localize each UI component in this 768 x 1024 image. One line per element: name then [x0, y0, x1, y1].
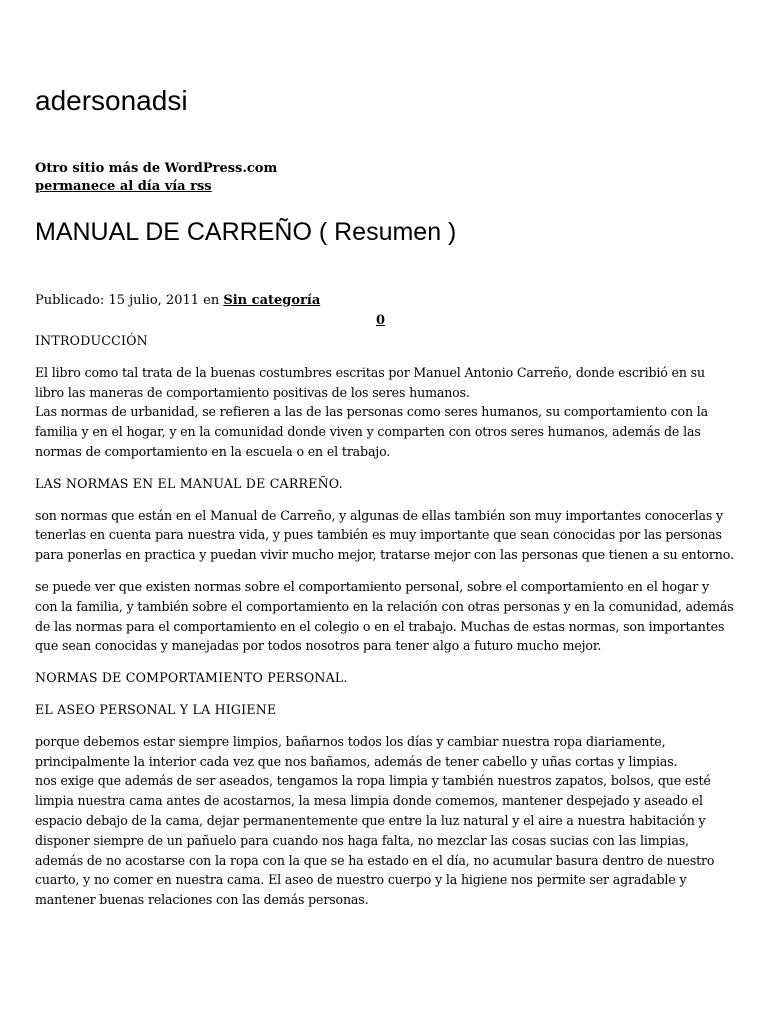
post-date: Publicado: 15 julio, 2011 en: [35, 293, 224, 308]
post-title[interactable]: MANUAL DE CARREÑO ( Resumen ): [35, 218, 457, 246]
paragraph-aseo: [35, 732, 735, 910]
paragraph-intro: [35, 363, 735, 462]
comments-count-link[interactable]: 0: [376, 313, 386, 328]
paragraph-normas: son normas que están en el Manual de Carreño, y algunas de ellas también son muy importantes conocerlas y tenerlas en cuenta para nuestra vida, y pues también es muy importante que sean conocidas por las personas para ponerlas en practica y puedan vivir mucho mejor, tratarse mejor con las personas que tienen a su entorno.: [35, 507, 734, 563]
site-title[interactable]: adersonadsi: [35, 85, 188, 116]
paragraph-aseo-line-1: porque debemos estar siempre limpios, bañarnos todos los días y cambiar nuestra ropa diariamente, principalmente la interior cada vez que nos bañamos, además de tener cabello y uñas cortas y limpias.: [35, 733, 678, 769]
paragraph-aseo-line-2: nos exige que además de ser aseados, tengamos la ropa limpia y también nuestros zapatos, bolsos, que esté limpia nuestra cama antes de acostarnos, la mesa limpia donde comemos, mantener despejado y aseado el espacio debajo de la cama, dejar permanentemente que entre la luz natural y el aire a nuestra habitación y disponer siempre de un pañuelo para cuando nos haga falta, no mezclar las cosas sucias con las limpias, además de no acostarse con la ropa con la que se ha estado en el día, no acumular basura dentro de nuestro cuarto, y no comer en nuestra cama. El aseo de nuestro cuerpo y la higiene nos permite ser agradable y mantener buenas relaciones con las demás personas.: [35, 773, 715, 908]
section-heading-introduccion: INTRODUCCIÓN: [35, 333, 148, 348]
section-heading-comportamiento-personal: NORMAS DE COMPORTAMIENTO PERSONAL.: [35, 670, 348, 686]
site-tagline: Otro sitio más de WordPress.com: [35, 161, 278, 176]
post-content: [35, 331, 735, 922]
section-heading-aseo: EL ASEO PERSONAL Y LA HIGIENE: [35, 701, 277, 717]
category-link[interactable]: Sin categoría: [223, 293, 321, 308]
paragraph-comportamiento: se puede ver que existen normas sobre el comportamiento personal, sobre el comportamiento en el hogar y con la familia, y también sobre el comportamiento en la relación con otras personas y en la comunidad, además de las normas para el comportamiento en el colegio o en el trabajo. Muchas de estas normas, son importantes que sean conocidas y manejadas por todos nosotros para tener algo a futuro mucho mejor.: [35, 578, 734, 654]
post-meta: [35, 292, 320, 310]
section-heading-normas: LAS NORMAS EN EL MANUAL DE CARREÑO.: [35, 475, 343, 491]
rss-link[interactable]: permanece al día vía rss: [35, 179, 212, 194]
paragraph-intro-line-2: Las normas de urbanidad, se refieren a las de las personas como seres humanos, su comportamiento con la familia y en el hogar, y en la comunidad donde viven y comparten con otros seres humanos, además de las normas de comportamiento en la escuela o en el trabajo.: [35, 404, 709, 459]
site-description: [35, 160, 277, 196]
paragraph-intro-line-1: El libro como tal trata de la buenas costumbres escritas por Manuel Antonio Carreño, donde escribió en su libro las maneras de comportamiento positivas de los seres humanos.: [35, 364, 705, 400]
